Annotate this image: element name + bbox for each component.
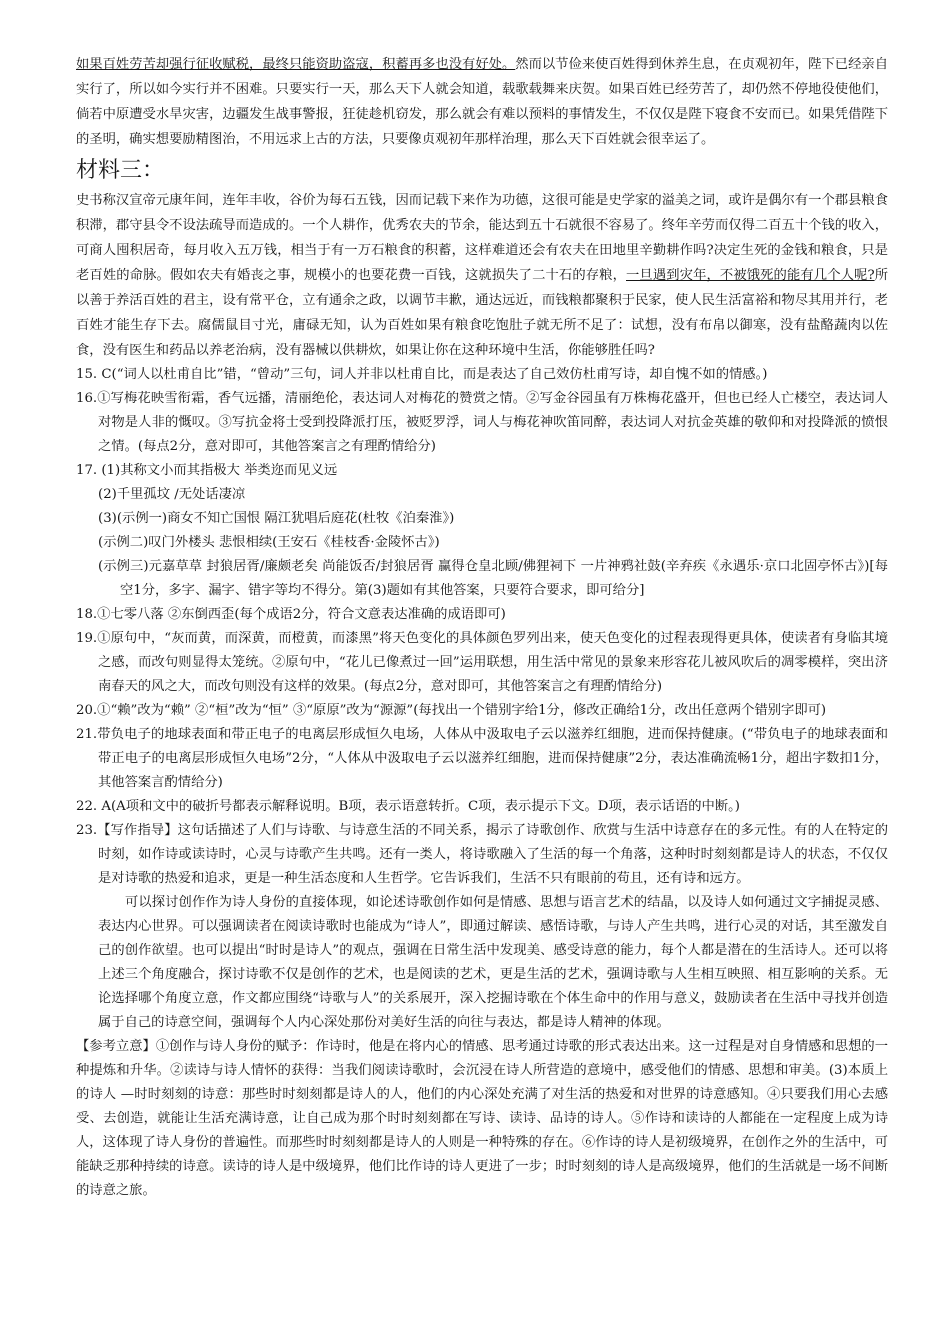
answer-17-line-4: (示例二)叹门外楼头 悲恨相续(王安石《桂枝香·金陵怀古》) bbox=[98, 535, 440, 550]
answer-15: 15. C(“词人以杜甫自比”错，“曾动”三句，词人并非以杜甫自比，而是表达了自己效仿杜甫写诗，却自愧不如的情感。) bbox=[76, 367, 768, 382]
answer-19: 19.①原句中，“灰而黄，而深黄，而橙黄，而漆黑”将天色变化的具体颜色罗列出来，使天色变化的过程表现得更具体，使读者有身临其境之感，而改句则显得太笼统。②原句中，“花儿已像煮过一回”运用联想，用生活中常见的景象来形容花儿被风吹后的凋零模样，突出济南春天的风之大，而改句则没有这样的效果。(每点2分，意对即可，其他答案言之有理酌情给分) bbox=[76, 631, 888, 694]
answer-16: 16.①写梅花映雪衔霜，香气远播，清丽绝伦，表达词人对梅花的赞赏之情。②写金谷园虽有万株梅花盛开，但也已经人亡楼空，表达词人对物是人非的慨叹。③写抗金将士受到投降派打压，被贬罗浮，词人与梅花神吹笛同醉，表达词人对抗金英雄的敬仰和对投降派的愤恨之情。(每点2分，意对即可，其他答案言之有理酌情给分) bbox=[76, 391, 888, 454]
material-2-paragraph bbox=[76, 52, 888, 152]
answer-20: 20.①“赖”改为“赖” ②“桓”改为“恒” ③“原原”改为“源源”(每找出一个错别字给1分，修改正确给1分，改出任意两个错别字即可) bbox=[76, 703, 827, 718]
answer-17-line-5: (示例三)元嘉草草 封狼居胥/廉颇老矣 尚能饭否/封狼居胥 赢得仓皇北顾/佛狸祠下 一片神鸦社鼓(辛弃疾《永遇乐·京口北固亭怀古》)[每空1分，多字、漏字、错字等均不得分。第(3)题如有其他答案，只要符合要求，即可给分] bbox=[98, 559, 888, 598]
answer-23-intro: 23.【写作指导】这句话描述了人们与诗歌、与诗意生活的不同关系，揭示了诗歌创作、欣赏与生活中诗意存在的多元性。有的人在特定的时刻，如作诗或读诗时，心灵与诗歌产生共鸣。还有一类人，将诗歌融入了生活的每一个角落，这种时时刻刻都是诗人的状态，不仅仅是对诗歌的热爱和追求，更是一种生活态度和人生哲学。它告诉我们，生活不只有眼前的苟且，还有诗和远方。 bbox=[76, 823, 888, 886]
material-2-text: 然而以节俭来使百姓得到休养生息，在贞观初年，陛下已经亲自实行了，所以如今实行并不困难。只要实行一天，那么天下人就会知道，载歌载舞来庆贺。如果百姓已经劳苦了，却仍然不停地役使他们，倘若中原遭受水旱灾害，边疆发生战事警报，狂徒趁机窃发，那么就会有难以预料的事情发生，不仅仅是陛下寝食不安而已。如果凭借陛下的圣明，确实想要励精图治，不用远求上古的方法，只要像贞观初年那样治理，那么天下百姓就会很幸运了。 bbox=[76, 57, 889, 147]
answer-17-line-1: 17. (1)其称文小而其指极大 举类迩而见义远 bbox=[76, 463, 338, 478]
answer-23-paragraph-2: 可以探讨创作作为诗人身份的直接体现，如论述诗歌创作如何是情感、思想与语言艺术的结晶，以及诗人如何通过文字捕捉灵感、表达内心世界。可以强调读者在阅读诗歌时也能成为“诗人”，即通过解读、感悟诗歌，与诗人产生共鸣，进行心灵的对话，其至激发自己的创作欲望。也可以提出“时时是诗人”的观点，强调在日常生活中发现美、感受诗意的能力，每个人都是潜在的生活诗人。还可以将上述三个角度融合，探讨诗歌不仅是创作的艺术，也是阅读的艺术，更是生活的艺术，强调诗歌与人生相互映照、相互影响的关系。无论选择哪个角度立意，作文都应围绕“诗歌与人”的关系展开，深入挖掘诗歌在个体生命中的作用与意义，鼓励读者在生活中寻找并创造属于自己的诗意空间，强调每个人内心深处那份对美好生活的向往与表达，都是诗人精神的体现。 bbox=[98, 895, 888, 1030]
material-3-heading: 材料三： bbox=[76, 158, 165, 183]
answer-17-line-2: (2)千里孤坟 /无处话凄凉 bbox=[98, 487, 246, 502]
answer-21: 21.带负电子的地球表面和带正电子的电离层形成恒久电场，人体从中汲取电子云以滋养红细胞，进而保持健康。(“带负电子的地球表面和带正电子的电离层形成恒久电场”2分，“人体从中汲取电子云以滋养红细胞，进而保持健康”2分，表达准确流畅1分，超出字数扣1分，其他答案言酌情给分) bbox=[76, 727, 888, 790]
material-3-paragraph bbox=[76, 188, 888, 363]
material-2-underlined-text: 如果百姓劳苦却强行征收赋税，最终只能资助盗寇，积蓄再多也没有好处。 bbox=[76, 57, 516, 72]
answer-17-line-3: (3)(示例一)商女不知亡国恨 隔江犹唱后庭花(杜牧《泊秦淮》) bbox=[98, 511, 455, 526]
answer-22: 22. A(A项和文中的破折号都表示解释说明。B项，表示语意转折。C项，表示提示下文。D项，表示话语的中断。) bbox=[76, 799, 740, 814]
answer-18: 18.①七零八落 ②东倒西歪(每个成语2分，符合文意表达准确的成语即可) bbox=[76, 607, 506, 622]
material-3-text-part1: 史书称汉宣帝元康年间，连年丰收，谷价为每石五钱，因而记载下来作为功德，这很可能是史学家的溢美之词，或许是偶尔有一个郡县粮食积滞，郡守县令不设法疏导而造成的。一个人耕作，优秀农夫的节余，能达到五十石就很不容易了。终年辛劳而仅得二百五十个钱的收入，可商人囤积居奇，每月收入五万钱，相当于有一万石粮食的积蓄，这样难道还会有农夫在田地里辛勤耕作吗?决定生死的金钱和粮食，只是老百姓的命脉。假如农夫有婚丧之事，规模小的也要花费一百钱，这就损失了二十石的存粮， bbox=[76, 193, 888, 283]
material-3-text-part2: 所以善于养活百姓的君主，设有常平仓，立有通余之政，以调节丰歉，通达远近，而钱粮都聚积于民家，使人民生活富裕和物尽其用并行，老百姓才能生存下去。腐儒鼠目寸光，庸碌无知，认为百姓如果有粮食吃饱肚子就无所不足了：试想，没有布帛以御寒，没有盐酪蔬肉以佐食，没有医生和药品以养老治病，没有器械以供耕炊，如果让你在这种环境中生活，你能够胜任吗? bbox=[76, 268, 889, 358]
material-3-underlined-text: 一旦遇到灾年，不被饿死的能有几个人呢? bbox=[626, 268, 875, 283]
answer-23-reference: 【参考立意】①创作与诗人身份的赋予：作诗时，他是在将内心的情感、思考通过诗歌的形式表达出来。这一过程是对自身情感和思想的一种提炼和升华。②读诗与诗人情怀的获得：当我们阅读诗歌时，会沉浸在诗人所营造的意境中，感受他们的情感、思想和审美。(3)本质上的诗人 —时时刻刻的诗意：那些时时刻刻都是诗人的人，他们的内心深处充满了对生活的热爱和对世界的诗意感知。④只要我们用心去感受、去创造，就能让生活充满诗意，让自己成为那个时时刻刻都在写诗、读诗、品诗的诗人。⑤作诗和读诗的人都能在一定程度上成为诗人，这体现了诗人身份的普遍性。而那些时时刻刻都是诗人的人则是一种特殊的存在。⑥作诗的诗人是初级境界，在创作之外的生活中，可能缺乏那种持续的诗意。读诗的诗人是中级境界，他们比作诗的诗人更进了一步；时时刻刻的诗人是高级境界，他们的生活就是一场不间断的诗意之旅。 bbox=[76, 1039, 888, 1198]
